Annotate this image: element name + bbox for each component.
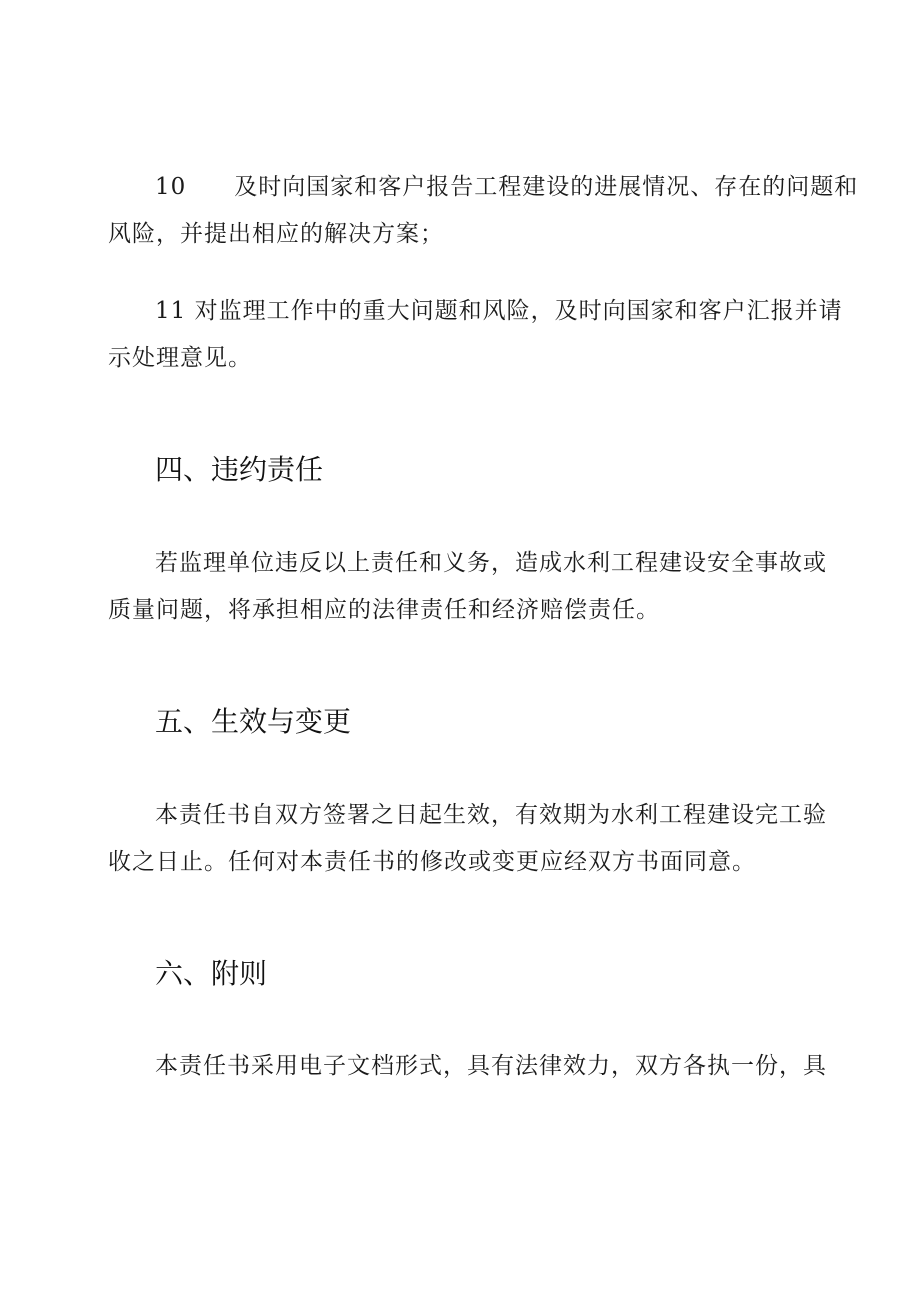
item-10-line-1: 10 及时向国家和客户报告工程建设的进展情况、存在的问题和	[155, 174, 859, 200]
effect-line-2: 收之日止。任何对本责任书的修改或变更应经双方书面同意。	[108, 849, 756, 875]
section-body-breach	[108, 540, 827, 634]
section-heading-effect: 五、生效与变更	[155, 705, 352, 738]
item-10	[108, 164, 859, 258]
effect-line-1: 本责任书自双方签署之日起生效，有效期为水利工程建设完工验	[155, 802, 827, 828]
section-heading-breach: 四、违约责任	[155, 453, 324, 486]
breach-line-2: 质量问题，将承担相应的法律责任和经济赔偿责任。	[108, 597, 660, 623]
breach-line-1: 若监理单位违反以上责任和义务，造成水利工程建设安全事故或	[155, 550, 827, 576]
item-11-line-1: 11 对监理工作中的重大问题和风险，及时向国家和客户汇报并请	[155, 298, 843, 324]
section-body-appendix	[108, 1043, 827, 1090]
item-11	[108, 288, 843, 382]
appendix-line-1: 本责任书采用电子文档形式，具有法律效力，双方各执一份，具	[155, 1053, 827, 1079]
section-heading-appendix: 六、附则	[155, 957, 268, 990]
item-10-line-2: 风险，并提出相应的解决方案；	[108, 221, 444, 247]
section-body-effect	[108, 792, 827, 886]
item-11-line-2: 示处理意见。	[108, 345, 252, 371]
